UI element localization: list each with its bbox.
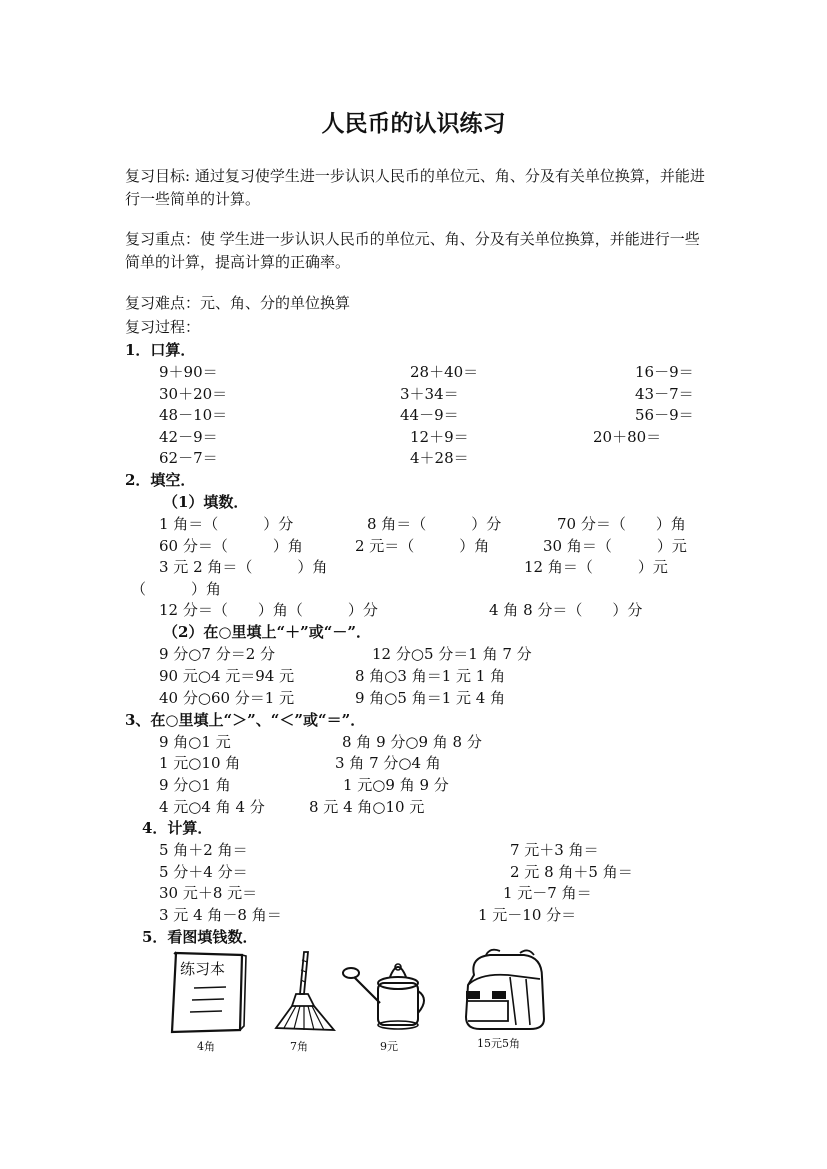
review-process: 复习过程： bbox=[125, 318, 201, 336]
calc-item: 5 角＋2 角＝ bbox=[159, 841, 248, 859]
section-2-heading: 2．填空． bbox=[125, 471, 196, 489]
backpack-illustration bbox=[460, 945, 550, 1035]
section-3-heading: 3、在○里填上“＞”、“＜”或“＝”． bbox=[125, 711, 366, 729]
fill-item: （ ）角 bbox=[131, 580, 222, 598]
oral-item: 16－9＝ bbox=[635, 363, 694, 381]
oral-item: 62－7＝ bbox=[159, 449, 218, 467]
review-difficulty: 复习难点：元、角、分的单位换算 bbox=[125, 294, 351, 312]
notebook-illustration bbox=[168, 950, 250, 1036]
calc-item: 1 元－10 分＝ bbox=[478, 906, 577, 924]
fill-item: 2 元＝（ ）角 bbox=[355, 537, 490, 555]
compare-item: 8 角 9 分○9 角 8 分 bbox=[342, 733, 482, 751]
fill-item: 60 分＝（ ）角 bbox=[159, 537, 303, 555]
price-notebook: 4角 bbox=[197, 1040, 215, 1053]
sign-item: 9 角○5 角＝1 元 4 角 bbox=[355, 689, 506, 707]
fill-item: 1 角＝（ ）分 bbox=[159, 515, 294, 533]
price-backpack: 15元5角 bbox=[477, 1037, 520, 1050]
compare-item: 4 元○4 角 4 分 bbox=[159, 798, 265, 816]
calc-item: 3 元 4 角－8 角＝ bbox=[159, 906, 282, 924]
calc-item: 30 元＋8 元＝ bbox=[159, 884, 258, 902]
section-5-heading: 5．看图填钱数． bbox=[142, 928, 258, 946]
calc-item: 1 元－7 角＝ bbox=[503, 884, 592, 902]
fill-item: 12 角＝（ ）元 bbox=[524, 558, 668, 576]
page-title: 人民币的认识练习 bbox=[321, 110, 506, 137]
sign-item: 9 分○7 分＝2 分 bbox=[159, 645, 276, 663]
notebook-label: 练习本 bbox=[180, 960, 226, 978]
calc-item: 7 元＋3 角＝ bbox=[510, 841, 599, 859]
oral-item: 43－7＝ bbox=[635, 385, 694, 403]
oral-item: 3＋34＝ bbox=[400, 385, 459, 403]
price-broom: 7角 bbox=[290, 1040, 308, 1053]
fill-item: 8 角＝（ ）分 bbox=[367, 515, 502, 533]
compare-item: 3 角 7 分○4 角 bbox=[335, 754, 441, 772]
compare-item: 1 元○9 角 9 分 bbox=[343, 776, 449, 794]
oral-item: 20＋80＝ bbox=[593, 428, 662, 446]
calc-item: 5 分＋4 分＝ bbox=[159, 863, 248, 881]
section-4-heading: 4．计算． bbox=[142, 819, 213, 837]
watering-can-illustration bbox=[340, 955, 430, 1035]
review-focus: 复习重点：使 学生进一步认识人民币的单位元、角、分及有关单位换算，并能进行一些简单的计算，提高计算的正确率。 bbox=[125, 230, 700, 271]
oral-item: 4＋28＝ bbox=[410, 449, 469, 467]
broom-illustration bbox=[270, 950, 338, 1034]
part-1-heading: （1）填数． bbox=[163, 493, 249, 511]
oral-item: 48－10＝ bbox=[159, 406, 228, 424]
oral-item: 28＋40＝ bbox=[410, 363, 479, 381]
oral-item: 56－9＝ bbox=[635, 406, 694, 424]
compare-item: 1 元○10 角 bbox=[159, 754, 241, 772]
oral-item: 30＋20＝ bbox=[159, 385, 228, 403]
calc-item: 2 元 8 角＋5 角＝ bbox=[510, 863, 633, 881]
fill-item: 30 角＝（ ）元 bbox=[543, 537, 687, 555]
oral-item: 12＋9＝ bbox=[410, 428, 469, 446]
fill-item: 4 角 8 分＝（ ）分 bbox=[489, 601, 643, 619]
section-1-heading: 1．口算． bbox=[125, 341, 196, 359]
part-2-heading: （2）在○里填上“＋”或“－”． bbox=[163, 623, 372, 641]
fill-item: 12 分＝（ ）角（ ）分 bbox=[159, 601, 378, 619]
sign-item: 12 分○5 分＝1 角 7 分 bbox=[372, 645, 532, 663]
sign-item: 40 分○60 分＝1 元 bbox=[159, 689, 295, 707]
compare-item: 8 元 4 角○10 元 bbox=[309, 798, 425, 816]
sign-item: 90 元○4 元＝94 元 bbox=[159, 667, 295, 685]
fill-item: 3 元 2 角＝（ ）角 bbox=[159, 558, 328, 576]
fill-item: 70 分＝（ ）角 bbox=[557, 515, 686, 533]
review-goal: 复习目标: 通过复习使学生进一步认识人民币的单位元、角、分及有关单位换算，并能进行一些简单的计算。 bbox=[125, 167, 705, 208]
compare-item: 9 角○1 元 bbox=[159, 733, 231, 751]
price-watering-can: 9元 bbox=[380, 1040, 398, 1053]
oral-item: 42－9＝ bbox=[159, 428, 218, 446]
oral-item: 9＋90＝ bbox=[159, 363, 218, 381]
compare-item: 9 分○1 角 bbox=[159, 776, 231, 794]
sign-item: 8 角○3 角＝1 元 1 角 bbox=[355, 667, 506, 685]
oral-item: 44－9＝ bbox=[400, 406, 459, 424]
